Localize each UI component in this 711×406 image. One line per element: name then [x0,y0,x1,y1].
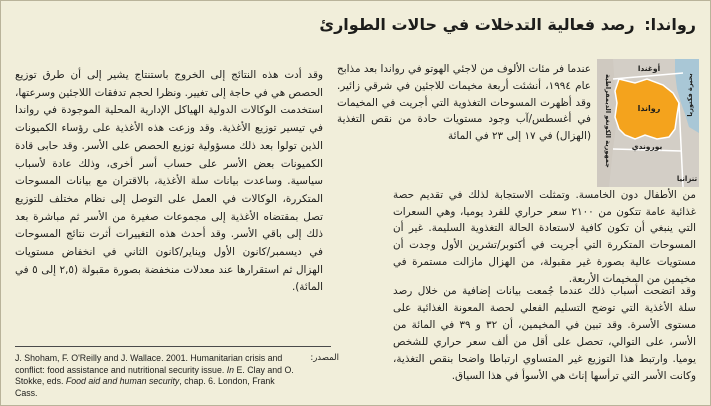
rwanda-map [597,59,699,187]
map-label-rwanda: رواندا [637,104,661,113]
map-label-burundi: بوروندي [631,142,663,151]
map-label-drc: جمهورية الكونغو الديمقراطية [604,74,612,168]
title-subject: رصد فعالية التدخلات في حالات الطوارئ [319,15,635,34]
citation-editors: E. Clay and O. Stokke, eds. [15,364,294,387]
map-label-tanzania: تنزانيا [676,175,698,183]
article-right-bottom: وقد اتضحت أسباب ذلك عندما جُمعت بيانات إضافية من خلال رصد سلة الأغذية التي توضح التسليم الفعلي لحصة المعونة الغذائية على مستوى الأسرة. وقد تبين في المخيمين، أن ٣٢ و ٣٩ في المائة من الأسر، على التوالي، تحصل على أقل من ألف سعر حراري للشخص يوميا. وارتبط هذا التوزيع غير المتساوي ارتباطا واضحا بنقص التغذية، وكانت الأسر التي ترأسها إناث هي الأسوأ في هذا السياق. [393,285,697,382]
source-label: المصدر: [310,353,339,363]
article-left: وقد أدت هذه النتائج إلى الخروج باستنتاج يشير إلى أن طرق توزيع الحصص هي في حاجة إلى تغيير. ونظرا لحجم تدفقات اللاجئين وسرعتها، استخدمت الوكالات الدولية الهياكل الإدارية المحلية الموجودة في رواندا في تيسير توزيع الأغذية. وقد وزعت هذه الأغذية على رؤساء الكميونات الذين تولوا بعد ذلك مسؤولية توزيع الحصص على الأسر. وقد حابى قادة الكميونات بعض الأسر على حساب أسر أخرى، وذلك عادة لأسباب سياسية. وساعدت بيانات سلة الأغذية، بالاقتران مع بيانات المسوحات المتكررة، الوكالات في العمل على التوصل إلى نظام مختلف للتوزيع تصل بمقتضاه الأغذية إلى مجموعات صغيرة من الأسر ثم مباشرة بعد ذلك إلى باقي الأسر. وقد أحدث هذه التغييرات أثرت نتائج المسوحات في ديسمبر/كانون الأول ويناير/كانون الثاني في انخفاض مستويات الهزال ثم استقرارها عند معدلات منخفضة بصورة مقبولة (٢,٥ إلى ٥ في المائة). [15,69,323,294]
map-label-lake-victoria: بحيرة فكتوريا [686,73,694,117]
citation-in: In [226,364,235,375]
citation-book-title: Food aid and human security [65,376,180,387]
source-citation [15,353,298,399]
article-intro: عندما فر مئات الألوف من لاجئي الهوتو في رواندا بعد مذابح عام ١٩٩٤، أنشئت أربعة مخيمات للاجئين في شرقي زائير. وقد أظهرت المسوحات التغذوية التي أجريت في المخيمات في أغسطس/آب وجود مستويات حادة من نقص التغذية (الهزال) في ١٧ إلى ٢٣ في المائة [337,63,591,143]
article-right-continued: من الأطفال دون الخامسة. وتمثلت الاستجابة لذلك في تقديم حصة غذائية عامة تتكون من ٢١٠٠ سعر حراري للفرد يوميا، وهي السعرات التي ينبغي أن تكون كافية لاستعادة الحالة التغذوية السليمة. غير أن المسوحات المتكررة التي أجريت في أكتوبر/تشرين الأول وجدت أن مستويات عالية بصورة غير مقبولة، من الهزال مازالت مستمرة في مخيمين من المخيمات الأربعة. [393,189,697,285]
title-country: رواندا: [644,15,696,34]
citation-authors-title: J. Shoham, F. O'Reilly and J. Wallace. 2001. Humanitarian crisis and conflict: food assistance and nutritional security issue. [15,353,283,375]
source-note [15,346,339,399]
box-title [15,15,696,34]
map-label-uganda: أوغندا [637,64,661,73]
citation-publisher: , chap. 6. London, Frank Cass. [15,376,275,398]
